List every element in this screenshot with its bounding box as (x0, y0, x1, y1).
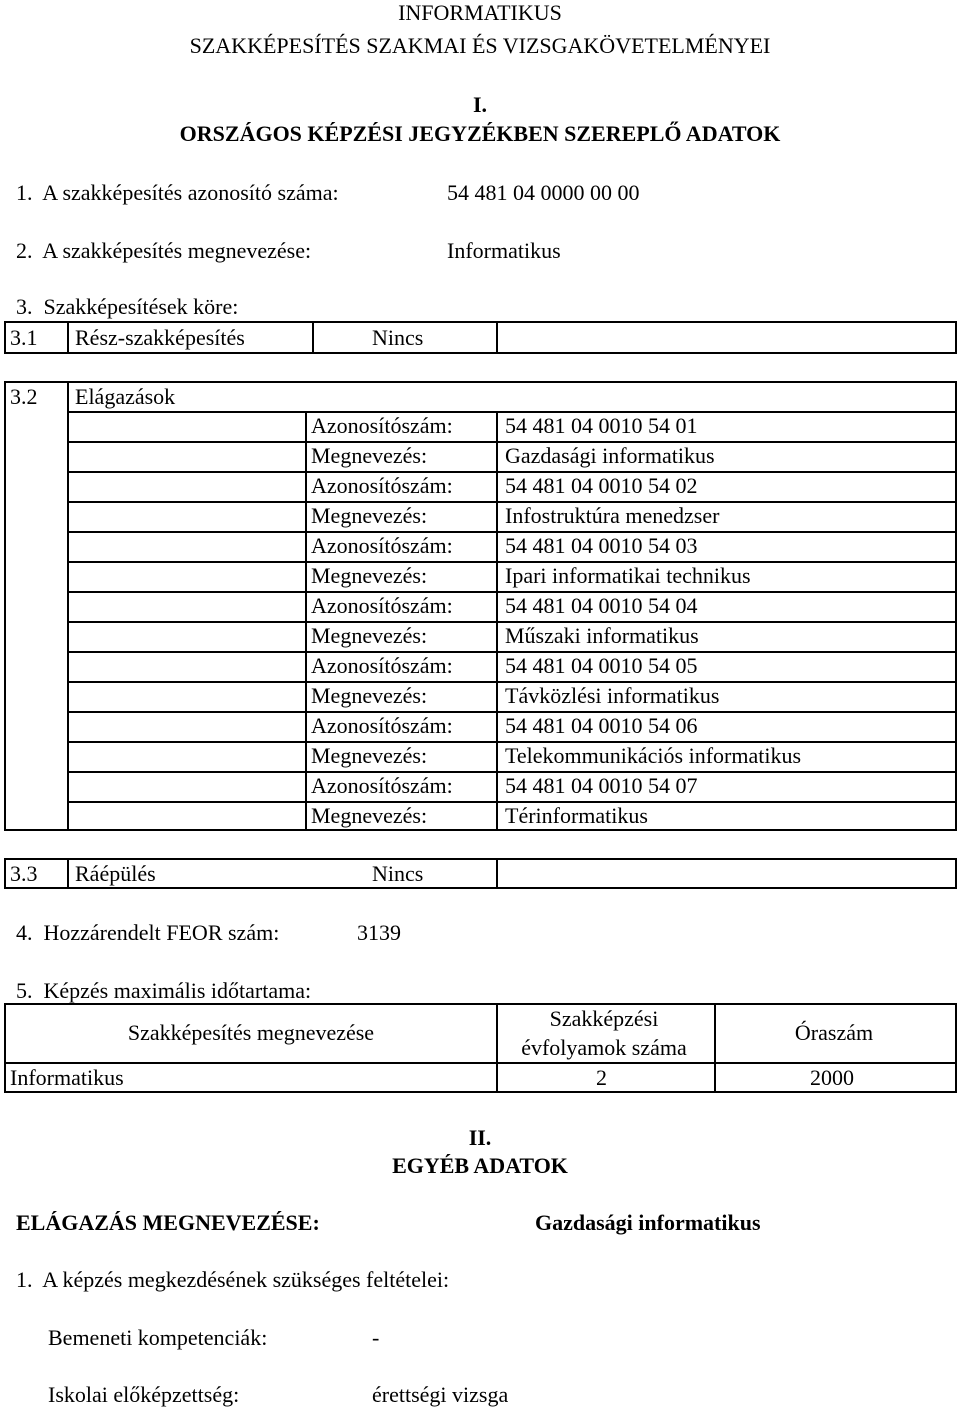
branch-key: Megnevezés: (311, 443, 428, 468)
qualification-id-label: 1. A szakképesítés azonosító száma: (16, 180, 339, 205)
branch-value: 54 481 04 0010 54 01 (505, 413, 698, 438)
header-hours: Óraszám (794, 1020, 874, 1045)
branch-name-label: ELÁGAZÁS MEGNEVEZÉSE: (16, 1210, 320, 1235)
branch-value: Telekommunikációs informatikus (505, 743, 802, 768)
section-number: I. (472, 92, 488, 117)
branch-value: 54 481 04 0010 54 02 (505, 473, 698, 498)
branch-value: Infostruktúra menedzser (505, 503, 720, 528)
branch-key: Megnevezés: (311, 623, 428, 648)
branch-key: Azonosítószám: (311, 713, 453, 738)
qualification-id-value: 54 481 04 0000 00 00 (447, 180, 640, 205)
branch-key: Megnevezés: (311, 503, 428, 528)
document-title-line1: INFORMATIKUS (398, 0, 562, 25)
branch-value: Műszaki informatikus (505, 623, 699, 648)
row-number: 3.3 (10, 861, 38, 886)
input-competences-value: - (372, 1325, 380, 1350)
branch-key: Azonosítószám: (311, 593, 453, 618)
document-title-line2: SZAKKÉPESÍTÉS SZAKMAI ÉS VIZSGAKÖVETELMÉNYEI (189, 33, 771, 58)
cell-qualification-name: Informatikus (10, 1065, 124, 1090)
branch-key: Megnevezés: (311, 563, 428, 588)
section-heading: ORSZÁGOS KÉPZÉSI JEGYZÉKBEN SZEREPLŐ ADATOK (179, 121, 781, 146)
branch-key: Azonosítószám: (311, 413, 453, 438)
branch-value: 54 481 04 0010 54 04 (505, 593, 698, 618)
qualification-name-value: Informatikus (447, 238, 561, 263)
branch-value: Gazdasági informatikus (505, 443, 715, 468)
branch-key: Megnevezés: (311, 803, 428, 828)
header-years-line1: Szakképzési (549, 1006, 659, 1031)
school-prerequisite-label: Iskolai előképzettség: (48, 1382, 240, 1407)
partial-qualification-value: Nincs (372, 325, 424, 350)
branch-key: Azonosítószám: (311, 533, 453, 558)
training-duration-label: 5. Képzés maximális időtartama: (16, 978, 312, 1003)
row-number: 3.1 (10, 325, 38, 350)
branches-label: Elágazások (75, 384, 176, 409)
feor-value: 3139 (357, 920, 401, 945)
prerequisites-label: 1. A képzés megkezdésének szükséges feltételei: (16, 1267, 450, 1292)
branches-table (4, 381, 957, 831)
cell-years: 2 (596, 1065, 607, 1090)
branch-value: 54 481 04 0010 54 03 (505, 533, 698, 558)
branch-value: Térinformatikus (505, 803, 648, 828)
header-qualification-name: Szakképesítés megnevezése (127, 1020, 375, 1045)
school-prerequisite-value: érettségi vizsga (372, 1382, 509, 1407)
branch-key: Megnevezés: (311, 683, 428, 708)
header-years-line2: évfolyamok száma (521, 1035, 687, 1060)
branch-value: Távközlési informatikus (505, 683, 720, 708)
section-number: II. (468, 1125, 492, 1150)
feor-label: 4. Hozzárendelt FEOR szám: (16, 920, 280, 945)
branch-key: Azonosítószám: (311, 773, 453, 798)
add-on-qualification-label: Ráépülés (75, 861, 156, 886)
qualification-scope-label: 3. Szakképesítések köre: (16, 294, 239, 319)
branch-key: Azonosítószám: (311, 473, 453, 498)
branch-value: 54 481 04 0010 54 07 (505, 773, 698, 798)
partial-qualification-label: Rész-szakképesítés (75, 325, 245, 350)
input-competences-label: Bemeneti kompetenciák: (48, 1325, 268, 1350)
branch-value: 54 481 04 0010 54 05 (505, 653, 698, 678)
qualification-name-label: 2. A szakképesítés megnevezése: (16, 238, 312, 263)
cell-hours: 2000 (810, 1065, 854, 1090)
section-heading: EGYÉB ADATOK (392, 1153, 568, 1178)
add-on-qualification-value: Nincs (372, 861, 424, 886)
row-number: 3.2 (10, 384, 38, 409)
branch-key: Azonosítószám: (311, 653, 453, 678)
branch-name-value: Gazdasági informatikus (535, 1210, 761, 1235)
branch-key: Megnevezés: (311, 743, 428, 768)
branch-value: 54 481 04 0010 54 06 (505, 713, 698, 738)
branch-value: Ipari informatikai technikus (505, 563, 751, 588)
